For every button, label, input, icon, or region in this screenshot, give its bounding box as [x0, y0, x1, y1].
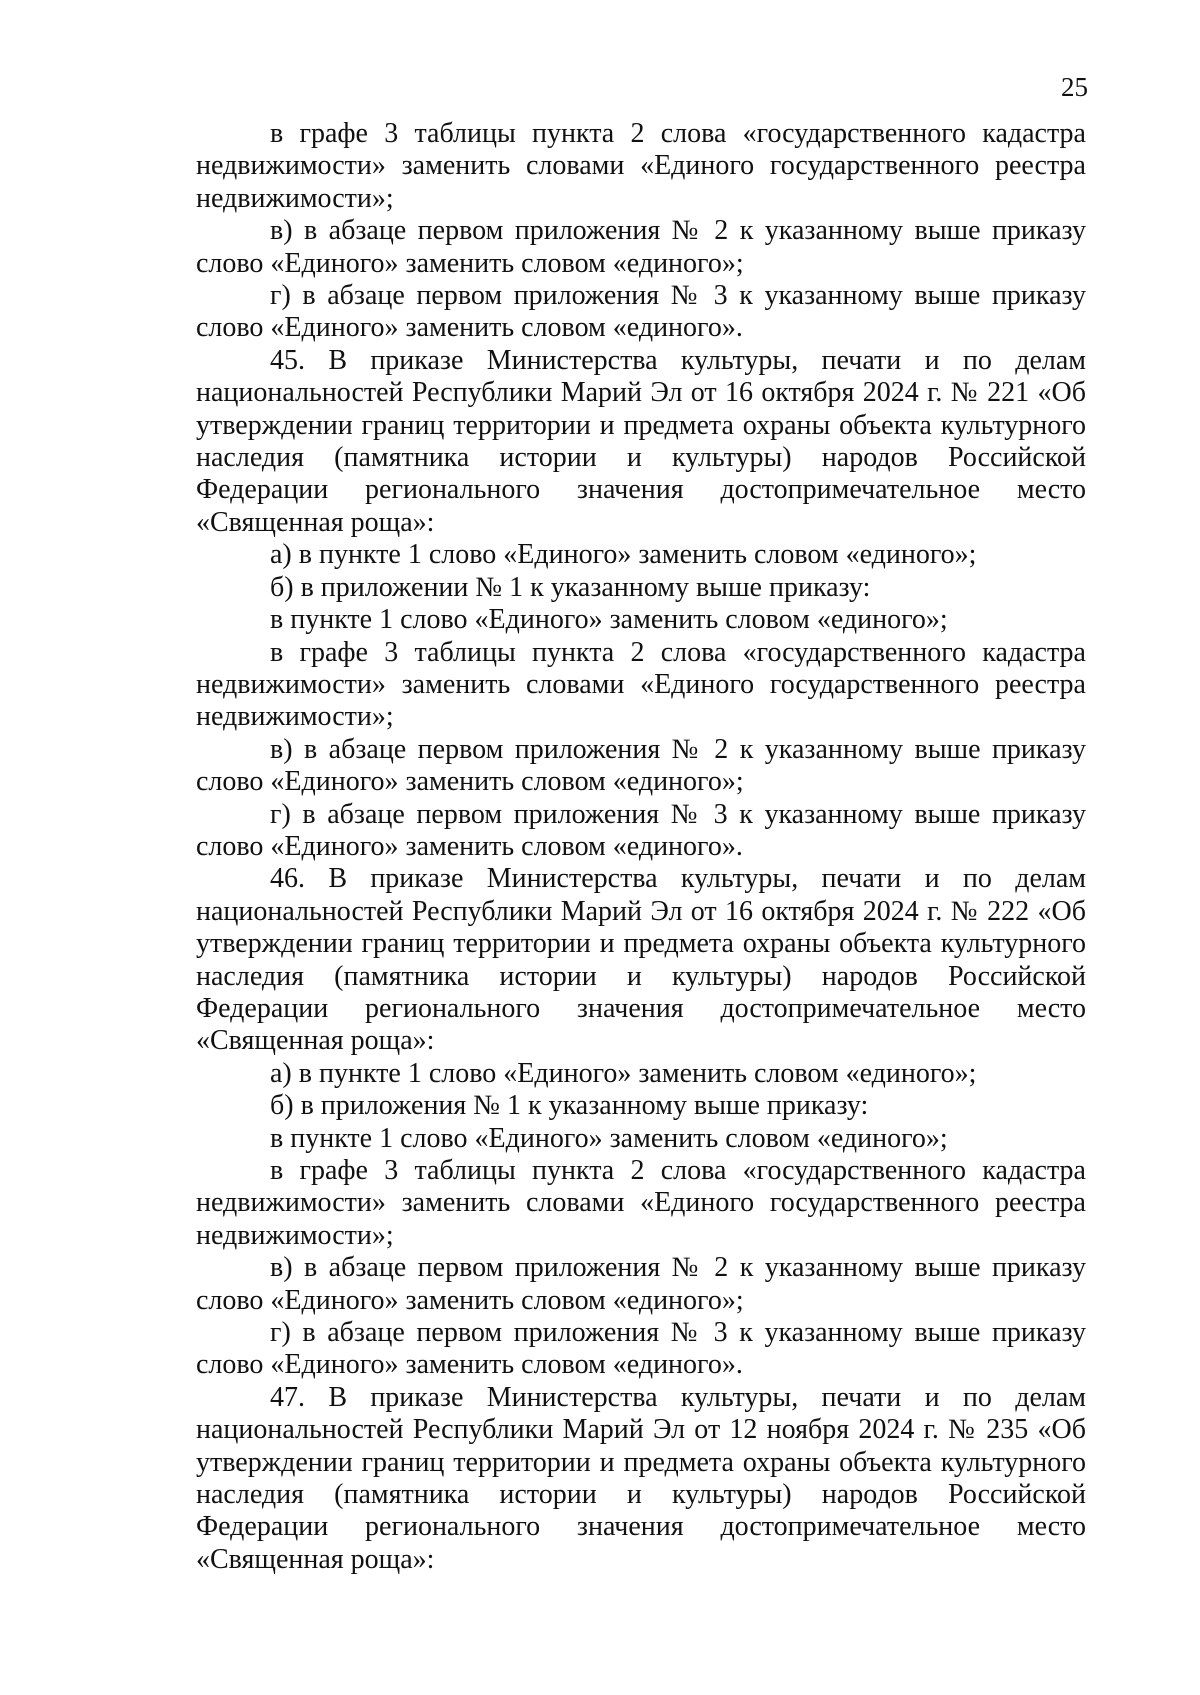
paragraph: г) в абзаце первом приложения № 3 к указанному выше приказу слово «Единого» заменить словом «единого». [196, 280, 1086, 344]
paragraph: в графе 3 таблицы пункта 2 слова «государственного кадастра недвижимости» заменить словами «Единого государственного реестра недвижимости»; [196, 1155, 1086, 1251]
paragraph: а) в пункте 1 слово «Единого» заменить словом «единого»; [270, 539, 977, 571]
paragraph: в) в абзаце первом приложения № 2 к указанному выше приказу слово «Единого» заменить словом «единого»; [196, 215, 1086, 279]
paragraph: в графе 3 таблицы пункта 2 слова «государственного кадастра недвижимости» заменить словами «Единого государственного реестра недвижимости»; [196, 636, 1086, 733]
paragraph: б) в приложении № 1 к указанному выше приказу: [270, 571, 871, 603]
paragraph: 47. В приказе Министерства культуры, печати и по делам национальностей Республики Марий Эл от 12 ноября 2024 г. № 235 «Об утверждении границ территории и предмета охраны объекта культурного наследия (памятника истории и культуры) народов Российской Федерации регионального значения достопримечательное место «Священная роща»: [196, 1381, 1086, 1575]
page-number: 25 [1061, 72, 1088, 102]
paragraph: 45. В приказе Министерства культуры, печати и по делам национальностей Республики Марий Эл от 16 октября 2024 г. № 221 «Об утверждении границ территории и предмета охраны объекта культурного наследия (памятника истории и культуры) народов Российской Федерации регионального значения достопримечательное место «Священная роща»: [196, 344, 1086, 538]
paragraph: в) в абзаце первом приложения № 2 к указанному выше приказу слово «Единого» заменить словом «единого»; [196, 1252, 1086, 1316]
paragraph: 46. В приказе Министерства культуры, печати и по делам национальностей Республики Марий Эл от 16 октября 2024 г. № 222 «Об утверждении границ территории и предмета охраны объекта культурного наследия (памятника истории и культуры) народов Российской Федерации регионального значения достопримечательное место «Священная роща»: [196, 863, 1086, 1057]
paragraph: в пункте 1 слово «Единого» заменить словом «единого»; [270, 604, 948, 636]
paragraph: г) в абзаце первом приложения № 3 к указанному выше приказу слово «Единого» заменить словом «единого». [196, 1317, 1086, 1381]
paragraph: б) в приложения № 1 к указанному выше приказу: [270, 1090, 869, 1122]
paragraph: в) в абзаце первом приложения № 2 к указанному выше приказу слово «Единого» заменить словом «единого»; [196, 733, 1086, 798]
paragraph: в пункте 1 слово «Единого» заменить словом «единого»; [270, 1122, 948, 1154]
document-body [196, 118, 1086, 1576]
paragraph: в графе 3 таблицы пункта 2 слова «государственного кадастра недвижимости» заменить словами «Единого государственного реестра недвижимости»; [196, 118, 1086, 214]
paragraph: г) в абзаце первом приложения № 3 к указанному выше приказу слово «Единого» заменить словом «единого». [196, 798, 1086, 862]
paragraph: а) в пункте 1 слово «Единого» заменить словом «единого»; [270, 1057, 977, 1089]
